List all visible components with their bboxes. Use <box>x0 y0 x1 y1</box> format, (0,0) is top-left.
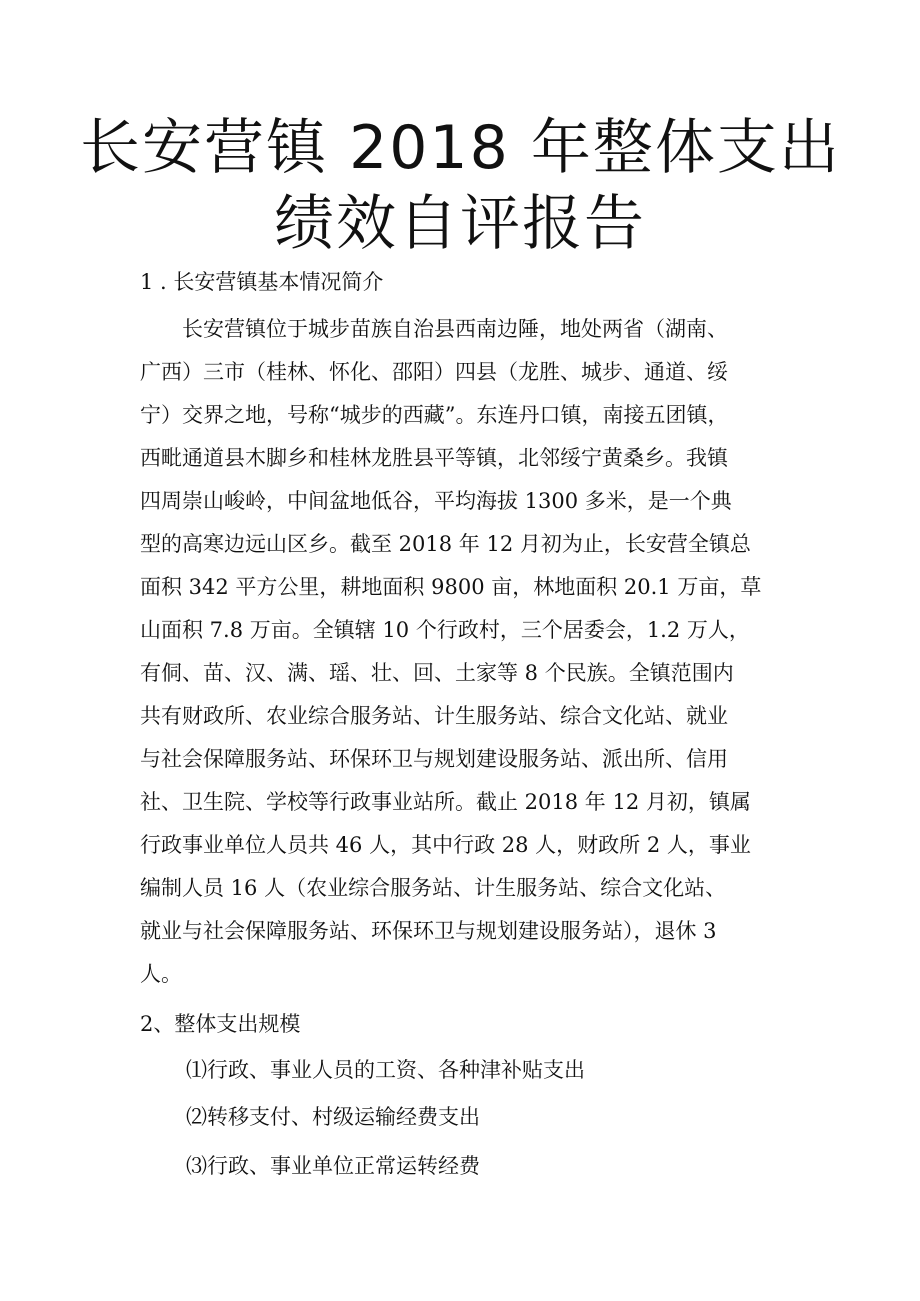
expenditure-item-2: ⑵转移支付、村级运输经费支出 <box>186 1105 480 1129</box>
document-title-line-1: 长安营镇 2018 年整体支出 <box>80 113 841 183</box>
expenditure-item-3: ⑶行政、事业单位正常运转经费 <box>186 1154 480 1178</box>
paragraph-line: 山面积 7.8 万亩。全镇辖 10 个行政村，三个居委会，1.2 万人， <box>140 618 750 642</box>
paragraph-line: 四周崇山峻岭，中间盆地低谷，平均海拔 1300 多米，是一个典 <box>140 489 732 513</box>
paragraph-line: 西毗通道县木脚乡和桂林龙胜县平等镇，北邻绥宁黄桑乡。我镇 <box>140 446 728 470</box>
section-1-heading: 1 . 长安营镇基本情况简介 <box>140 270 384 294</box>
paragraph-line: 与社会保障服务站、环保环卫与规划建设服务站、派出所、信用 <box>140 747 728 771</box>
paragraph-line: 编制人员 16 人（农业综合服务站、计生服务站、综合文化站、 <box>140 876 727 900</box>
document-title-line-2: 绩效自评报告 <box>274 189 646 259</box>
paragraph-line: 型的高寒边远山区乡。截至 2018 年 12 月初为止，长安营全镇总 <box>140 532 751 556</box>
paragraph-line: 就业与社会保障服务站、环保环卫与规划建设服务站），退休 3 <box>140 919 717 943</box>
paragraph-line: 共有财政所、农业综合服务站、计生服务站、综合文化站、就业 <box>140 704 728 728</box>
paragraph-line: 社、卫生院、学校等行政事业站所。截止 2018 年 12 月初，镇属 <box>140 790 751 814</box>
paragraph-line: 有侗、苗、汉、满、瑶、壮、回、土家等 8 个民族。全镇范围内 <box>140 661 734 685</box>
paragraph-line: 长安营镇位于城步苗族自治县西南边陲，地处两省（湖南、 <box>140 317 728 341</box>
expenditure-item-1: ⑴行政、事业人员的工资、各种津补贴支出 <box>186 1058 585 1082</box>
paragraph-line: 宁）交界之地，号称“城步的西藏”。东连丹口镇，南接五团镇， <box>140 403 729 427</box>
section-2-heading: 2、整体支出规模 <box>140 1012 301 1036</box>
paragraph-line: 行政事业单位人员共 46 人，其中行政 28 人，财政所 2 人，事业 <box>140 833 751 857</box>
paragraph-line: 人。 <box>140 962 182 986</box>
paragraph-line: 广西）三市（桂林、怀化、邵阳）四县（龙胜、城步、通道、绥 <box>140 360 728 384</box>
paragraph-line: 面积 342 平方公里，耕地面积 9800 亩，林地面积 20.1 万亩，草 <box>140 575 762 599</box>
